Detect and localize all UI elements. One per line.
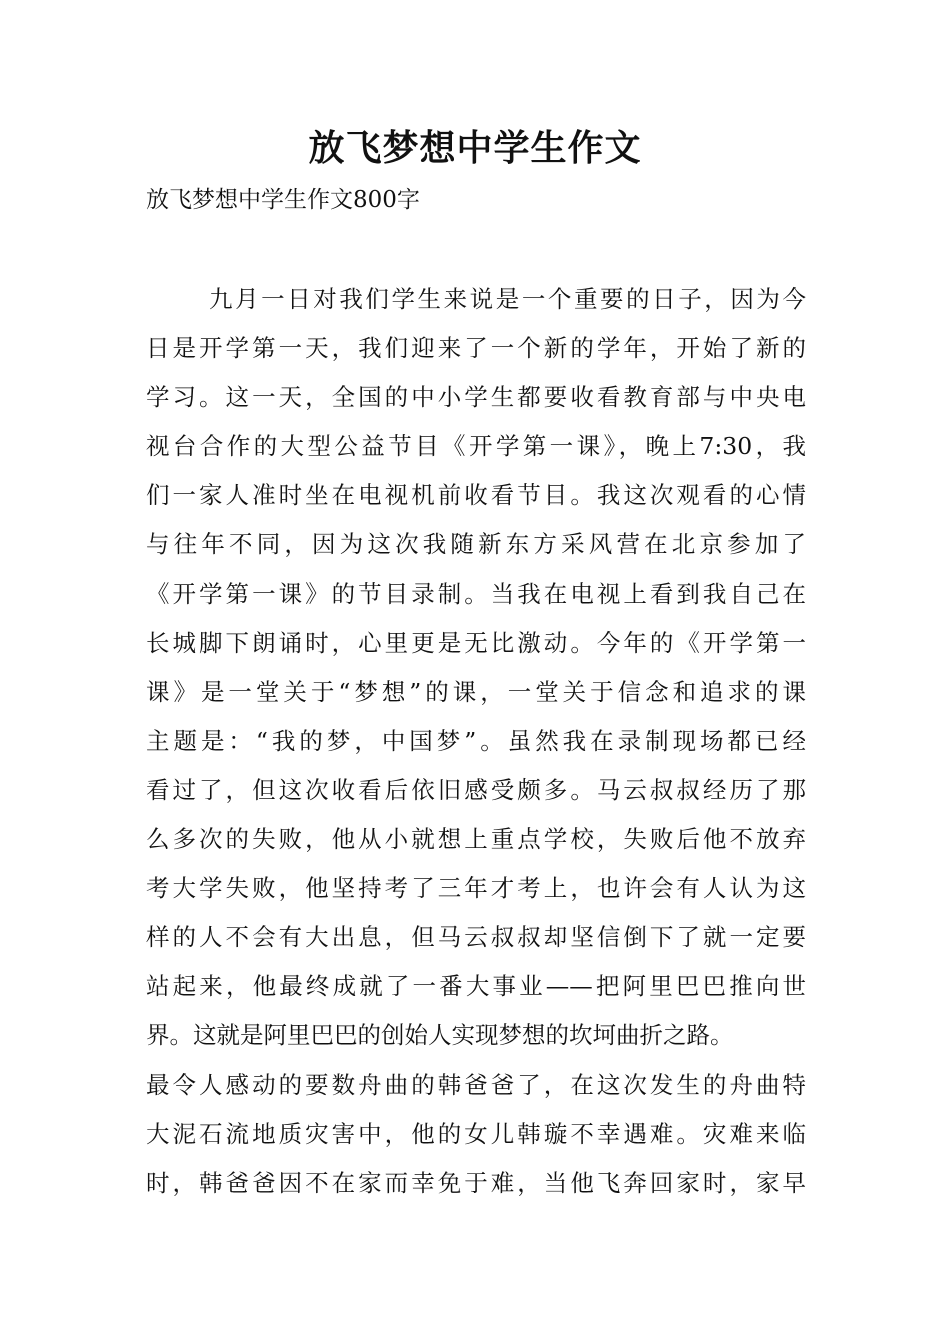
body-line: 学习。这一天，全国的中小学生都要收看教育部与中央电 [146,383,806,412]
body-line: 长城脚下朗诵时，心里更是无比激动。今年的《开学第一 [146,628,806,657]
document-title: 放飞梦想中学生作文 [308,127,642,169]
body-line: 时，韩爸爸因不在家而幸免于难，当他飞奔回家时，家早 [146,1168,806,1197]
document-subtitle: 放飞梦想中学生作文800字 [146,187,420,213]
body-line: 与往年不同，因为这次我随新东方采风营在北京参加了 [146,530,806,559]
body-line: 最令人感动的要数舟曲的韩爸爸了，在这次发生的舟曲特 [146,1070,806,1099]
body-line: 主题是：“我的梦，中国梦”。虽然我在录制现场都已经 [146,726,806,755]
document-body [146,279,806,1212]
body-line: 日是开学第一天，我们迎来了一个新的学年，开始了新的 [146,334,806,363]
body-line: 样的人不会有大出息，但马云叔叔却坚信倒下了就一定要 [146,923,806,952]
body-line: 么多次的失败，他从小就想上重点学校，失败后他不放弃 [146,825,806,854]
body-line: 大泥石流地质灾害中，他的女儿韩璇不幸遇难。灾难来临 [146,1119,806,1148]
body-line: 视台合作的大型公益节目《开学第一课》，晚上7:30，我 [146,432,806,461]
body-line: 课》是一堂关于“梦想”的课，一堂关于信念和追求的课 [146,677,806,706]
body-line: 界。这就是阿里巴巴的创始人实现梦想的坎坷曲折之路。 [146,1021,734,1050]
body-line: 站起来，他最终成就了一番大事业——把阿里巴巴推向世 [146,972,806,1001]
body-line: 们一家人准时坐在电视机前收看节目。我这次观看的心情 [146,481,806,510]
body-line: 考大学失败，他坚持考了三年才考上，也许会有人认为这 [146,874,806,903]
body-line: 看过了，但这次收看后依旧感受颇多。马云叔叔经历了那 [146,775,806,804]
body-line: 九月一日对我们学生来说是一个重要的日子，因为今 [209,285,806,313]
body-line: 《开学第一课》的节目录制。当我在电视上看到我自己在 [146,579,806,608]
